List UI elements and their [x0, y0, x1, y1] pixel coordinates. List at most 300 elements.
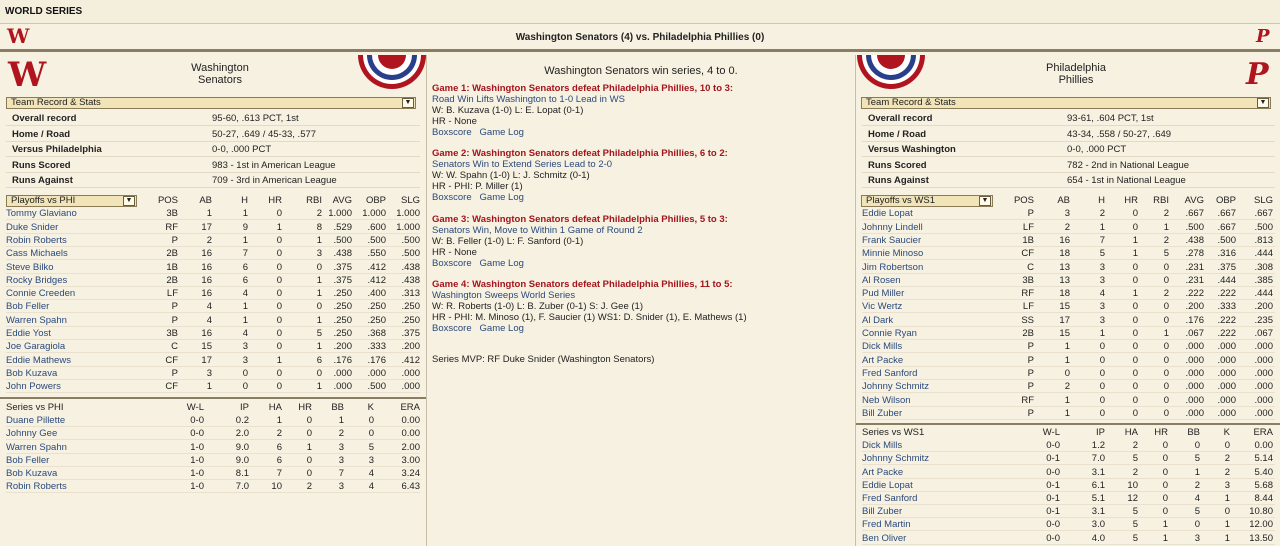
stat-cell: 0 [1132, 328, 1138, 339]
stat-cell: 2 [1224, 453, 1230, 465]
column-header: H [1098, 195, 1105, 206]
stat-cell: .412 [367, 261, 386, 273]
stat-cell: .235 [1254, 314, 1273, 326]
stat-cell: 0 [1064, 367, 1070, 379]
stat-cell: 0 [316, 367, 322, 379]
player-name-link[interactable]: John Powers [6, 381, 61, 393]
player-name-link[interactable]: Fred Sanford [862, 367, 918, 379]
column-header: W-L [1042, 427, 1060, 438]
player-name-link[interactable]: Robin Roberts [6, 234, 67, 246]
boxscore-link[interactable]: Boxscore [432, 192, 472, 204]
stat-cell: LF [1022, 301, 1034, 313]
stat-cell: 0 [1099, 381, 1105, 393]
philadelphia-logo-icon[interactable]: P [1256, 26, 1270, 47]
table-row [862, 354, 1275, 367]
stat-cell: 0 [1162, 506, 1168, 518]
stat-cell: 1-0 [190, 481, 204, 493]
stat-cell: 16 [201, 248, 212, 260]
stat-cell: .222 [1217, 328, 1236, 339]
team-city: Philadelphia [1046, 62, 1106, 74]
stat-cell: 2 [316, 208, 322, 220]
table-row [862, 532, 1275, 545]
game-log-link[interactable]: Game Log [479, 192, 524, 204]
player-name-link[interactable]: Bill Zuber [862, 506, 903, 518]
stat-cell: 10.80 [1249, 506, 1273, 518]
column-header: HR [1124, 195, 1138, 206]
stat-cell: 3.24 [401, 468, 420, 479]
stat-cell: .000 [1217, 341, 1236, 353]
stat-cell: 0 [306, 415, 312, 427]
stat-cell: .813 [1254, 234, 1273, 246]
stat-cell: .222 [1185, 288, 1204, 300]
player-name-link[interactable]: Connie Ryan [862, 328, 917, 339]
record-value: 782 - 2nd in National League [1067, 159, 1190, 171]
player-name-link[interactable]: Johnny Schmitz [862, 453, 930, 465]
boxscore-link[interactable]: Boxscore [432, 322, 472, 334]
player-name-link[interactable]: Johnny Schmitz [862, 381, 930, 393]
table-row [6, 261, 420, 274]
table-row [6, 234, 420, 247]
stat-cell: .313 [401, 288, 420, 300]
team-stats-select[interactable]: Team Record & Stats ▼ [861, 97, 1271, 109]
stat-cell: .550 [367, 248, 386, 260]
stat-cell: 1 [338, 415, 344, 427]
stat-cell: .333 [367, 341, 386, 353]
stat-cell: 0 [1099, 407, 1105, 419]
batting-filter-select[interactable]: Playoffs vs WS1 ▼ [861, 195, 993, 207]
player-name-link[interactable]: Johnny Lindell [862, 221, 923, 233]
stat-cell: 3 [206, 367, 212, 379]
game-log-link[interactable]: Game Log [479, 322, 524, 334]
stat-cell: C [171, 341, 178, 353]
stat-cell: 3B [166, 328, 178, 339]
record-label: Runs Against [868, 175, 929, 186]
game-title: Game 3: Washington Senators defeat Philadelphia Phillies, 5 to 3: [432, 213, 728, 225]
stat-cell: .000 [1185, 407, 1204, 419]
stat-cell: .400 [367, 288, 386, 300]
stat-cell: 3 [1099, 314, 1105, 326]
player-name-link[interactable]: Al Dark [862, 314, 894, 326]
player-name-link[interactable]: Vic Wertz [862, 301, 903, 313]
link-spacer [472, 258, 480, 269]
stat-cell: .000 [1254, 381, 1273, 393]
column-header: SLG [400, 195, 420, 206]
column-header: OBP [1215, 195, 1236, 206]
stat-cell: LF [166, 288, 178, 300]
player-name-link[interactable]: Al Rosen [862, 274, 901, 286]
record-label: Overall record [12, 113, 77, 124]
chevron-down-icon[interactable]: ▼ [402, 98, 414, 108]
table-row [6, 287, 420, 300]
stat-cell: 0 [1132, 314, 1138, 326]
stat-cell: 0 [1132, 407, 1138, 419]
player-name-link[interactable]: Joe Garagiola [6, 341, 66, 353]
stat-cell: .000 [1185, 394, 1204, 406]
game-headline-link[interactable]: Senators Win to Extend Series Lead to 2-0 [432, 159, 613, 171]
stat-cell: 0 [276, 288, 282, 300]
table-row [862, 300, 1275, 313]
stat-cell: 5 [316, 328, 322, 339]
table-row [862, 287, 1275, 300]
game-links [432, 323, 850, 334]
player-name-link[interactable]: Warren Spahn [6, 314, 67, 326]
stat-cell: 5 [1132, 532, 1138, 544]
stat-cell: .000 [1217, 367, 1236, 379]
table-row [862, 407, 1275, 420]
stat-cell: 1 [1132, 234, 1138, 246]
player-name-link[interactable]: Connie Creeden [6, 288, 76, 300]
stat-cell: .250 [333, 301, 352, 313]
stat-cell: 1.000 [396, 208, 420, 220]
player-name-link[interactable]: Johnny Gee [6, 428, 58, 440]
stat-cell: P [171, 367, 178, 379]
stat-cell: 0 [1163, 367, 1169, 379]
stat-cell: 2.00 [401, 441, 420, 453]
stat-cell: 0-1 [1046, 493, 1060, 504]
stat-cell: 7 [276, 468, 282, 479]
record-value: 43-34, .558 / 50-27, .649 [1067, 128, 1172, 140]
stat-cell: 0 [1162, 453, 1168, 465]
stat-cell: 13 [1059, 261, 1070, 273]
stat-cell: .316 [1217, 248, 1236, 260]
stat-cell: 1 [316, 381, 322, 393]
stat-cell: .000 [1185, 367, 1204, 379]
stat-cell: C [1027, 261, 1034, 273]
stat-cell: 4 [206, 314, 212, 326]
column-header: IP [1096, 427, 1105, 438]
title-bar [0, 0, 1280, 24]
stat-cell: .067 [1185, 328, 1204, 339]
column-header: AB [1057, 195, 1070, 206]
stat-cell: 1 [1064, 354, 1070, 366]
stat-cell: 0-0 [1046, 532, 1060, 544]
stat-cell: 2 [1163, 288, 1169, 300]
stat-cell: .500 [1217, 234, 1236, 246]
player-name-link[interactable]: Bob Kuzava [6, 468, 58, 479]
player-name-link[interactable]: Bill Zuber [862, 407, 903, 419]
stat-cell: 3 [1224, 479, 1230, 491]
player-name-link[interactable]: Rocky Bridges [6, 274, 68, 286]
stat-cell: 2 [1163, 234, 1169, 246]
stat-cell: 0-0 [1046, 440, 1060, 452]
game-headline-link[interactable]: Road Win Lifts Washington to 1-0 Lead in WS [432, 94, 625, 105]
stat-cell: 3B [1022, 274, 1034, 286]
stat-cell: 2 [338, 428, 344, 440]
player-name-link[interactable]: Duke Snider [6, 221, 59, 233]
stat-cell: 6.1 [1091, 479, 1105, 491]
stat-cell: 0 [306, 454, 312, 466]
stat-cell: P [1027, 341, 1034, 353]
table-row [6, 467, 420, 480]
table-row [862, 234, 1275, 247]
stat-cell: .000 [333, 381, 352, 393]
stat-cell: 0 [242, 367, 248, 379]
player-name-link[interactable]: Eddie Lopat [862, 208, 913, 220]
chevron-down-icon[interactable]: ▼ [1257, 98, 1269, 108]
stat-cell: .375 [333, 274, 352, 286]
table-title: Series vs PHI [6, 402, 64, 413]
stat-cell: 2 [276, 428, 282, 440]
stat-cell: 5.14 [1254, 453, 1273, 465]
stat-cell: 5 [1132, 519, 1138, 531]
record-label: Home / Road [868, 128, 927, 140]
game-log-link[interactable]: Game Log [479, 127, 524, 138]
stat-cell: 2 [1194, 479, 1200, 491]
game-block [432, 148, 850, 203]
player-name-link[interactable]: Warren Spahn [6, 441, 67, 453]
washington-panel [0, 55, 427, 546]
stat-cell: 16 [201, 261, 212, 273]
stat-cell: 1 [276, 415, 282, 427]
game-block [432, 214, 850, 269]
stat-cell: 16 [201, 288, 212, 300]
column-header: POS [157, 195, 178, 206]
stat-cell: 2B [166, 274, 178, 286]
stat-cell: 0 [1163, 274, 1169, 286]
stat-cell: 0 [368, 428, 374, 440]
player-name-link[interactable]: Eddie Yost [6, 328, 51, 339]
boxscore-link[interactable]: Boxscore [432, 127, 472, 138]
stat-cell: .529 [333, 221, 352, 233]
stat-cell: 0 [1163, 381, 1169, 393]
stat-cell: 2 [306, 481, 312, 493]
stat-cell: CF [165, 381, 178, 393]
player-name-link[interactable]: Pud Miller [862, 288, 905, 300]
stat-cell: 0 [276, 234, 282, 246]
bunting-icon [357, 55, 427, 89]
stat-cell: 0 [276, 314, 282, 326]
stat-cell: .000 [1185, 341, 1204, 353]
batting-filter-select[interactable]: Playoffs vs PHI ▼ [6, 195, 137, 207]
player-name-link[interactable]: Bob Feller [6, 301, 50, 313]
stat-cell: 5 [1132, 506, 1138, 518]
stat-cell: 0 [276, 261, 282, 273]
stat-cell: 0 [1162, 466, 1168, 478]
stat-cell: 1 [276, 221, 282, 233]
table-row [6, 414, 420, 427]
player-name-link[interactable]: Tommy Glaviano [6, 208, 77, 220]
stat-cell: 0 [316, 301, 322, 313]
table-row [6, 221, 420, 234]
player-name-link[interactable]: Robin Roberts [6, 481, 67, 493]
stat-cell: RF [165, 221, 178, 233]
stat-cell: 2B [1022, 328, 1034, 339]
stat-cell: 3 [316, 248, 322, 260]
stat-cell: .308 [1254, 261, 1273, 273]
stat-cell: 13.50 [1249, 532, 1273, 544]
stat-cell: 10 [271, 481, 282, 493]
stat-cell: .000 [333, 367, 352, 379]
stat-cell: 7 [338, 468, 344, 479]
stat-cell: 3 [368, 454, 374, 466]
game-headline-link[interactable]: Senators Win, Move to Within 1 Game of Round 2 [432, 224, 643, 236]
table-row [862, 505, 1275, 518]
bunting-icon [856, 55, 926, 89]
stat-cell: .667 [1185, 208, 1204, 220]
column-header: RBI [1153, 195, 1169, 206]
player-name-link[interactable]: Cass Michaels [6, 248, 68, 260]
stat-cell: 1-0 [190, 454, 204, 466]
stat-cell: .444 [1254, 248, 1273, 260]
player-name-link[interactable]: Frank Saucier [862, 234, 922, 246]
stat-cell: P [1027, 208, 1034, 220]
player-name-link[interactable]: Minnie Minoso [862, 248, 924, 260]
stat-cell: 1 [242, 301, 248, 313]
table-row [862, 314, 1275, 327]
table-row [862, 367, 1275, 380]
table-row [6, 207, 420, 220]
table-row [862, 492, 1275, 505]
link-spacer [472, 323, 480, 334]
player-name-link[interactable]: Bob Feller [6, 454, 50, 466]
stat-cell: 9 [242, 221, 248, 233]
stat-cell: 6 [276, 454, 282, 466]
stat-cell: 4 [1194, 493, 1200, 504]
stat-cell: .231 [1185, 274, 1204, 286]
game-links [432, 127, 850, 138]
stat-cell: 1 [242, 208, 248, 220]
stat-cell: 0 [306, 428, 312, 440]
chevron-down-icon[interactable]: ▼ [123, 196, 135, 206]
stat-cell: 5 [1194, 506, 1200, 518]
player-name-link[interactable]: Jim Robertson [862, 261, 924, 273]
stat-cell: .667 [1254, 208, 1273, 220]
stat-cell: 3 [1099, 274, 1105, 286]
game-log-link[interactable]: Game Log [479, 257, 524, 269]
stat-cell: .000 [1217, 407, 1236, 419]
table-row [862, 439, 1275, 452]
column-header: HA [1124, 427, 1138, 438]
series-summary-panel [428, 55, 854, 546]
record-value: 50-27, .649 / 45-33, .577 [212, 128, 317, 140]
stat-cell: 0 [368, 415, 374, 427]
stat-cell: 0 [306, 468, 312, 479]
stat-cell: 0 [276, 328, 282, 339]
washington-logo-icon[interactable]: W [7, 24, 30, 48]
stat-cell: 0 [1099, 354, 1105, 366]
stat-cell: .500 [401, 234, 420, 246]
boxscore-link[interactable]: Boxscore [432, 257, 472, 269]
stat-cell: 0 [276, 301, 282, 313]
stat-cell: .250 [333, 288, 352, 300]
stat-cell: 1 [242, 234, 248, 246]
player-name-link[interactable]: Eddie Lopat [862, 479, 913, 491]
player-name-link[interactable]: Art Packe [862, 354, 904, 366]
player-name-link[interactable]: Art Packe [862, 466, 904, 478]
player-name-link[interactable]: Fred Sanford [862, 493, 918, 504]
stat-cell: .667 [1217, 221, 1236, 233]
stat-cell: .200 [401, 341, 420, 353]
stat-cell: 0 [1224, 506, 1230, 518]
record-row [6, 173, 420, 188]
stat-cell: .375 [401, 328, 420, 339]
stat-cell: 1-0 [190, 441, 204, 453]
team-name [150, 62, 290, 86]
game-detail: HR - PHI: P. Miller (1) [432, 181, 523, 193]
stat-cell: 0 [1163, 261, 1169, 273]
player-name-link[interactable]: Dick Mills [862, 341, 903, 353]
stat-cell: 0-1 [1046, 479, 1060, 491]
stat-cell: 0-1 [1046, 453, 1060, 465]
player-name-link[interactable]: Steve Bilko [6, 261, 54, 273]
stat-cell: 0 [242, 381, 248, 393]
stat-cell: 0 [1132, 394, 1138, 406]
stat-cell: 3.0 [1091, 519, 1105, 531]
player-name-link[interactable]: Duane Pillette [6, 415, 66, 427]
stat-cell: P [1027, 367, 1034, 379]
table-row [6, 480, 420, 493]
stat-cell: 7.0 [1091, 453, 1105, 465]
stat-cell: .176 [333, 354, 352, 366]
stat-cell: .000 [1254, 407, 1273, 419]
stat-cell: 1-0 [190, 468, 204, 479]
stat-cell: 2 [1064, 221, 1070, 233]
stat-cell: 1 [206, 381, 212, 393]
player-name-link[interactable]: Eddie Mathews [6, 354, 71, 366]
stat-cell: 1.000 [396, 221, 420, 233]
stat-cell: RF [1021, 394, 1034, 406]
stat-cell: 0 [1099, 367, 1105, 379]
stat-cell: 5 [368, 441, 374, 453]
table-row [862, 394, 1275, 407]
chevron-down-icon[interactable]: ▼ [979, 196, 991, 206]
philadelphia-team-logo-icon[interactable]: P [1246, 57, 1269, 92]
player-name-link[interactable]: Bob Kuzava [6, 367, 58, 379]
column-header: AB [199, 195, 212, 206]
washington-team-logo-icon[interactable]: W [8, 55, 47, 95]
column-header: AVG [1184, 195, 1204, 206]
stat-cell: 3 [1064, 208, 1070, 220]
table-row [862, 518, 1275, 531]
stat-cell: .412 [401, 354, 420, 366]
stat-cell: 6 [242, 274, 248, 286]
player-name-link[interactable]: Neb Wilson [862, 394, 911, 406]
game-headline-link[interactable]: Washington Sweeps World Series [432, 289, 576, 301]
stat-cell: 1 [1194, 466, 1200, 478]
table-header [6, 194, 420, 207]
stat-cell: 1 [206, 208, 212, 220]
table-row [862, 380, 1275, 393]
team-stats-select[interactable]: Team Record & Stats ▼ [6, 97, 416, 109]
team-city: Washington [191, 62, 249, 74]
column-header: POS [1013, 195, 1034, 206]
stat-cell: .000 [401, 367, 420, 379]
player-name-link[interactable]: Fred Martin [862, 519, 911, 531]
stat-cell: 1 [1162, 519, 1168, 531]
stat-cell: 4 [368, 468, 374, 479]
player-name-link[interactable]: Ben Oliver [862, 532, 907, 544]
stat-cell: .444 [1217, 274, 1236, 286]
stat-cell: 0 [1132, 341, 1138, 353]
stat-cell: 12.00 [1249, 519, 1273, 531]
stat-cell: .250 [367, 301, 386, 313]
stat-cell: .500 [333, 234, 352, 246]
record-label: Versus Philadelphia [12, 144, 102, 155]
stat-cell: .176 [1185, 314, 1204, 326]
stat-cell: 7.0 [235, 481, 249, 493]
stat-cell: .412 [367, 274, 386, 286]
player-name-link[interactable]: Dick Mills [862, 440, 903, 452]
game-title: Game 4: Washington Senators defeat Philadelphia Phillies, 11 to 5: [432, 278, 733, 290]
stat-cell: 5.1 [1091, 493, 1105, 504]
stat-cell: 0 [1132, 274, 1138, 286]
column-header: W-L [186, 402, 204, 413]
game-links [432, 192, 850, 203]
divider [0, 397, 427, 399]
column-header: K [367, 402, 374, 413]
record-row [6, 127, 420, 142]
stat-cell: 0 [276, 248, 282, 260]
